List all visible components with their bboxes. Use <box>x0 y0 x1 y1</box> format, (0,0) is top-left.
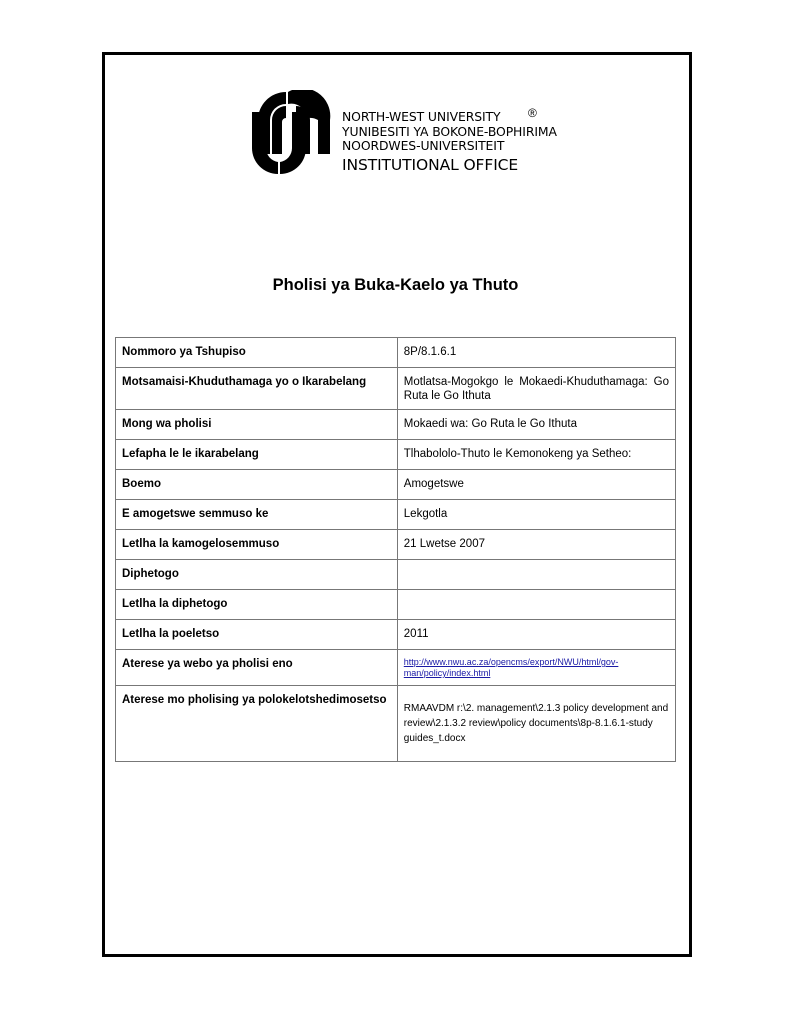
table-row <box>116 500 676 530</box>
row-label: Aterese mo pholising ya polokelotshedimosetso <box>116 686 398 762</box>
row-label: E amogetswe semmuso ke <box>116 500 398 530</box>
table-row <box>116 410 676 440</box>
policy-web-link[interactable]: http://www.nwu.ac.za/opencms/export/NWU/html/gov-man/policy/index.html <box>403 657 619 678</box>
row-value: Mokaedi wa: Go Ruta le Go Ithuta <box>397 410 675 440</box>
row-value: 21 Lwetse 2007 <box>397 530 675 560</box>
registered-mark: ® <box>528 106 537 120</box>
row-label: Letlha la poeletso <box>116 620 398 650</box>
policy-info-table <box>115 337 676 762</box>
row-label: Motsamaisi-Khuduthamaga yo o Ikarabelang <box>116 368 398 410</box>
row-label: Boemo <box>116 470 398 500</box>
row-label: Letlha la diphetogo <box>116 590 398 620</box>
row-label: Nommoro ya Tshupiso <box>116 338 398 368</box>
table-row <box>116 590 676 620</box>
row-value <box>397 650 675 686</box>
row-label: Letlha la kamogelosemmuso <box>116 530 398 560</box>
table-row <box>116 620 676 650</box>
logo-office: INSTITUTIONAL OFFICE <box>342 155 519 174</box>
row-value <box>397 560 675 590</box>
table-row <box>116 440 676 470</box>
table-row <box>116 368 676 410</box>
nwu-logo <box>252 90 557 180</box>
row-value: 2011 <box>397 620 675 650</box>
table-row <box>116 686 676 762</box>
table-row <box>116 650 676 686</box>
document-title: Pholisi ya Buka-Kaelo ya Thuto <box>272 276 519 294</box>
logo-wordmark <box>342 110 557 175</box>
row-value <box>397 590 675 620</box>
row-label: Aterese ya webo ya pholisi eno <box>116 650 398 686</box>
logo-line-af: NOORDWES-UNIVERSITEIT <box>342 138 505 153</box>
row-value: 8P/8.1.6.1 <box>397 338 675 368</box>
row-value: Lekgotla <box>397 500 675 530</box>
logo-line-en: NORTH-WEST UNIVERSITY <box>342 109 501 124</box>
table-row <box>116 338 676 368</box>
nwu-emblem-icon <box>252 90 332 176</box>
logo-line-tn: YUNIBESITI YA BOKONE-BOPHIRIMA <box>342 123 557 139</box>
row-label: Lefapha le le ikarabelang <box>116 440 398 470</box>
row-label: Diphetogo <box>116 560 398 590</box>
table-row <box>116 530 676 560</box>
row-label: Mong wa pholisi <box>116 410 398 440</box>
table-row <box>116 560 676 590</box>
row-value: Motlatsa-Mogokgo le Mokaedi-Khuduthamaga: Go Ruta le Go Ithuta <box>397 368 675 410</box>
records-path: RMAAVDM r:\2. management\2.1.3 policy development and review\2.1.3.2 review\policy documents\8p-8.1.6.1-study guides_t.docx <box>403 703 669 744</box>
row-value: Amogetswe <box>397 470 675 500</box>
table-row <box>116 470 676 500</box>
row-value: Tlhabololo-Thuto le Kemonokeng ya Setheo: <box>397 440 675 470</box>
row-value <box>397 686 675 762</box>
